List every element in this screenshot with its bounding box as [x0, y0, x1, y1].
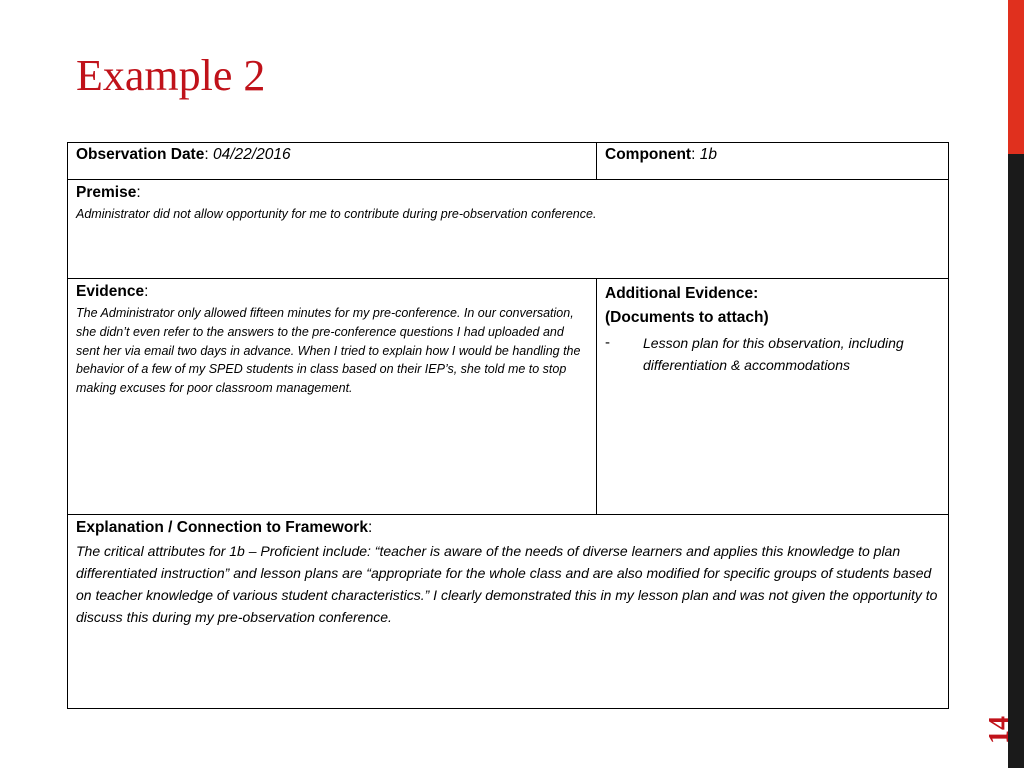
explanation-cell	[68, 515, 949, 709]
premise-label: Premise	[76, 184, 137, 201]
bullet-dash: -	[605, 334, 610, 351]
sidebar-accent-bar	[1008, 0, 1024, 154]
label-colon: :	[144, 283, 149, 300]
explanation-label: Explanation / Connection to Framework	[76, 519, 368, 536]
sidebar-dark-bar	[1008, 154, 1024, 768]
observation-date-label: Observation Date	[76, 146, 205, 163]
list-item	[605, 332, 940, 376]
page-number: 14	[984, 716, 1015, 744]
label-colon: :	[367, 519, 373, 536]
premise-cell	[68, 180, 949, 279]
documents-to-attach-label: (Documents to attach)	[605, 309, 769, 326]
label-colon: :	[136, 184, 141, 201]
observation-date-cell	[68, 143, 597, 180]
evidence-label: Evidence	[76, 283, 145, 300]
evidence-text: The Administrator only allowed fifteen minutes for my pre-conference. In our conversation, she didn’t even refer to the answers to the pre-conference questions I had uploaded and sent her via email two days in advance. When I tried to explain how I would be handling the behavior of a few of my SPED students in class based on their IEP’s, she told me to stop making excuses for poor classroom management.	[76, 306, 581, 396]
premise-text: Administrator did not allow opportunity for me to contribute during pre-observation conference.	[76, 207, 597, 221]
table-row-explanation	[68, 515, 949, 709]
additional-evidence-cell	[597, 279, 949, 515]
component-label: Component	[605, 146, 692, 163]
component-cell	[597, 143, 949, 180]
observation-table	[67, 142, 949, 709]
observation-date-value: 04/22/2016	[212, 146, 291, 163]
explanation-text: The critical attributes for 1b – Proficient include: “teacher is aware of the needs of diverse learners and applies this knowledge to plan differentiated instruction” and lesson plans are “appropriate for the whole class and are also modified for specific groups of students based on teacher knowledge of various student characteristics.” I clearly demonstrated this in my lesson plan and was not given the opportunity to discuss this during my pre-observation conference.	[76, 543, 938, 625]
evidence-cell	[68, 279, 597, 515]
table-row-header	[68, 143, 949, 180]
label-colon: :	[691, 146, 700, 163]
additional-evidence-label: Additional Evidence:	[605, 285, 759, 302]
table-row-premise	[68, 180, 949, 279]
component-value: 1b	[699, 146, 717, 163]
additional-evidence-item: Lesson plan for this observation, including differentiation & accommodations	[643, 335, 904, 373]
label-colon: :	[204, 146, 213, 163]
slide-title: Example 2	[76, 51, 266, 100]
table-row-evidence	[68, 279, 949, 515]
